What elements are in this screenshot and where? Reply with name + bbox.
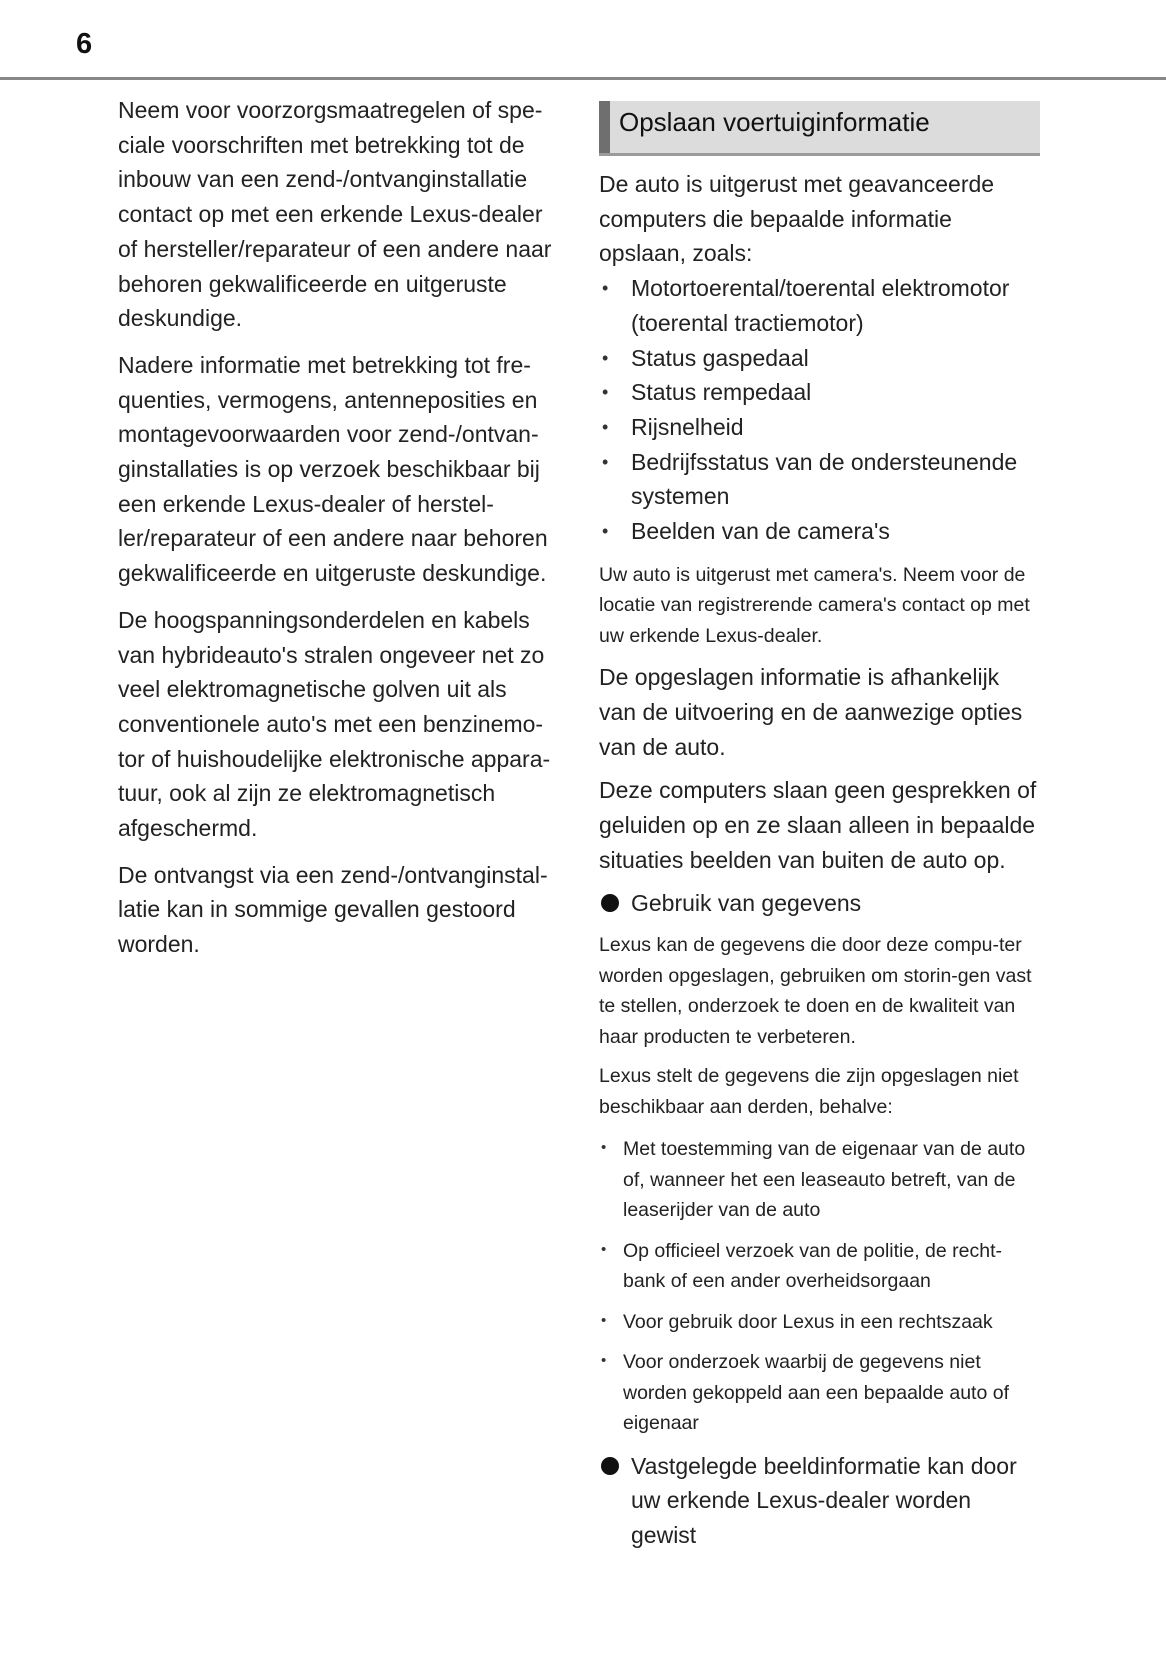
- bullet-icon: •: [601, 1352, 607, 1370]
- camera-note: Uw auto is uitgerust met camera's. Neem voor de locatie van registrerende camera's contact op met uw erkende Lexus-dealer.: [599, 563, 1030, 647]
- paragraph-installation-precautions: Neem voor voorzorgsmaatregelen of spe-ciale voorschriften met betrekking tot de inbouw van een zend-/ontvanginstallatie contact op met een erkende Lexus-dealer of hersteller/reparateur of een andere naar behoren gekwalificeerde en uitgeruste deskundige.: [118, 97, 552, 332]
- stored-info-list: [599, 271, 1040, 549]
- paragraph-high-voltage-emissions: De hoogspanningsonderdelen en kabels van hybrideauto's stralen ongeveer net zo veel elektromagnetische golven uit als conventionele auto's met een benzinemo-tor of huishoudelijke elektronische appara-tuur, ook al zijn ze elektromagnetisch afgeschermd.: [118, 606, 551, 842]
- page-number: 6: [76, 28, 93, 60]
- bullet-icon: •: [601, 1240, 607, 1258]
- bullet-icon: •: [601, 1311, 607, 1329]
- list-item: • Voor onderzoek waarbij de gegevens niet worden gekoppeld aan een bepaalde auto of eigenaar: [599, 1347, 1040, 1439]
- filled-circle-icon: [601, 894, 619, 912]
- bullet-icon: •: [602, 347, 609, 368]
- list-item: • Rijsnelheid: [599, 410, 1040, 445]
- exceptions-list: [599, 1134, 1040, 1439]
- bullet-icon: •: [602, 521, 609, 542]
- paragraph-no-conversations: Deze computers slaan geen gesprekken of geluiden op en ze slaan alleen in bepaalde situaties beelden van buiten de auto op.: [599, 777, 1037, 873]
- list-item: • Status rempedaal: [599, 375, 1040, 410]
- list-item: • Beelden van de camera's: [599, 514, 1040, 549]
- list-item: • Met toestemming van de eigenaar van de auto of, wanneer het een leaseauto betreft, van de leaserijder van de auto: [599, 1134, 1040, 1226]
- usage-paragraph-2: Lexus stelt de gegevens die zijn opgeslagen niet beschikbaar aan derden, behalve:: [599, 1065, 1019, 1118]
- bullet-icon: •: [601, 1139, 607, 1157]
- bullet-icon: •: [602, 416, 609, 437]
- list-item: • Bedrijfsstatus van de ondersteunende systemen: [599, 445, 1040, 514]
- left-column: [118, 93, 558, 974]
- paragraph-reception-interference: De ontvangst via een zend-/ontvanginstal-latie kan in sommige gevallen gestoord worden.: [118, 861, 548, 958]
- list-item: • Motortoerental/toerental elektromotor (toerental tractiemotor): [599, 271, 1040, 340]
- final-bullet: Vastgelegde beeldinformatie kan door uw erkende Lexus-dealer worden gewist: [599, 1449, 1040, 1553]
- section-title: Opslaan voertuiginformatie: [619, 107, 930, 137]
- list-item: • Voor gebruik door Lexus in een rechtszaak: [599, 1307, 1040, 1338]
- section-heading-accent-bar: [599, 101, 610, 153]
- usage-paragraph-1: Lexus kan de gegevens die door deze compu-ter worden opgeslagen, gebruiken om storin-gen vast te stellen, onderzoek te doen en de kwaliteit van haar producten te verbeteren.: [599, 934, 1032, 1048]
- section-heading: [599, 101, 1040, 156]
- bullet-icon: •: [602, 278, 609, 299]
- paragraph-frequency-info: Nadere informatie met betrekking tot fre-quenties, vermogens, antenneposities en montagevoorwaarden voor zend-/ontvan-ginstallaties is op verzoek beschikbaar bij een erkende Lexus-dealer of herstel-ler/reparateur of een andere naar behoren gekwalificeerde en uitgeruste deskundige.: [118, 351, 548, 587]
- bullet-icon: •: [602, 382, 609, 403]
- paragraph-dependency: De opgeslagen informatie is afhankelijk van de uitvoering en de aanwezige opties van de auto.: [599, 664, 1023, 760]
- list-item: • Status gaspedaal: [599, 341, 1040, 376]
- bullet-icon: •: [602, 451, 609, 472]
- filled-circle-icon: [601, 1457, 619, 1475]
- usage-heading: Gebruik van gegevens: [599, 886, 1040, 921]
- right-column: [599, 101, 1040, 1562]
- list-item: • Op officieel verzoek van de politie, de recht-bank of een ander overheidsorgaan: [599, 1236, 1040, 1297]
- intro-paragraph: De auto is uitgerust met geavanceerde computers die bepaalde informatie opslaan, zoals:: [599, 171, 995, 267]
- header-divider: [0, 77, 1166, 80]
